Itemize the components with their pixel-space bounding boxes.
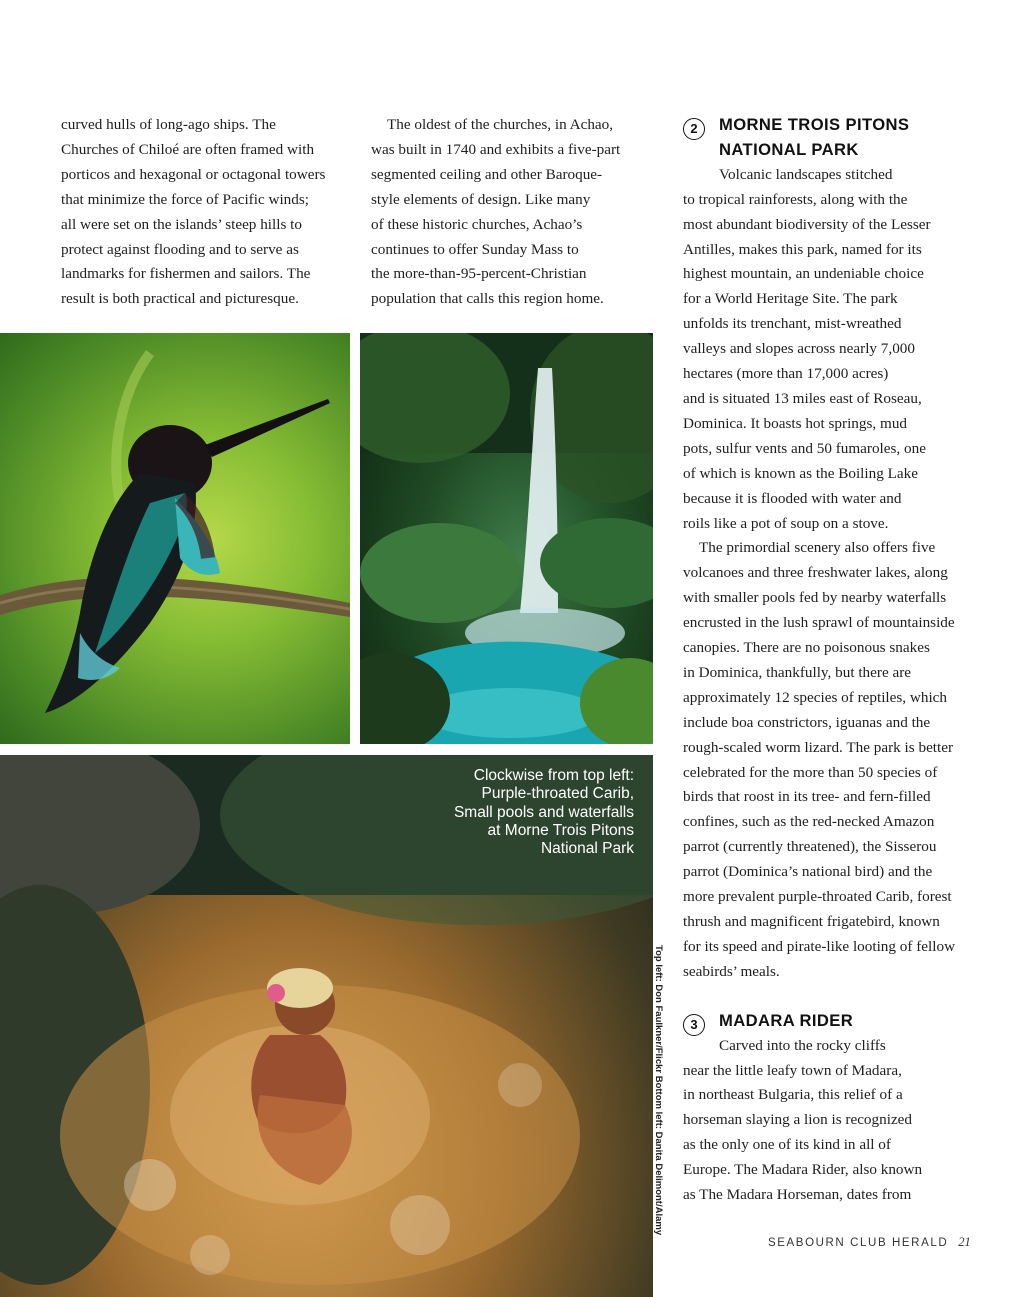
text-line: of these historic churches, Achao’s <box>371 215 583 233</box>
caption-line: Clockwise from top left: <box>473 767 634 784</box>
text-line: in northeast Bulgaria, this relief of a <box>683 1086 903 1104</box>
text-line: segmented ceiling and other Baroque- <box>371 165 603 183</box>
text-line: Europe. The Madara Rider, also known <box>683 1161 923 1179</box>
text-line: result is both practical and picturesque. <box>61 290 299 308</box>
text-line: was built in 1740 and exhibits a five-part <box>371 140 621 158</box>
text-line: Volcanic landscapes stitched <box>719 165 893 183</box>
text-line: near the little leafy town of Madara, <box>683 1061 902 1079</box>
text-line: thrush and magnificent frigatebird, known <box>683 913 940 930</box>
text-line: roils like a pot of soup on a stove. <box>683 514 889 532</box>
text-line: unfolds its trenchant, mist-wreathed <box>683 315 902 333</box>
page-footer <box>768 1235 971 1250</box>
text-line: pots, sulfur vents and 50 fumaroles, one <box>683 439 926 457</box>
hummingbird-illustration <box>0 333 350 744</box>
paragraph <box>683 536 968 984</box>
caption-line: Small pools and waterfalls <box>453 803 634 821</box>
text-line: rough-scaled worm lizard. The park is better <box>683 738 954 756</box>
photo-caption <box>400 767 634 858</box>
text-line: as The Madara Horseman, dates from <box>683 1186 912 1204</box>
section-heading-madara-rider <box>683 1009 968 1034</box>
text-line: The oldest of the churches, in Achao, <box>387 116 614 133</box>
text-line: canopies. There are no poisonous snakes <box>683 639 930 657</box>
caption-line: Purple-throated Carib, <box>481 785 634 803</box>
text-line: that minimize the force of Pacific winds; <box>61 190 309 208</box>
text-line: confines, such as the red-necked Amazon <box>683 813 935 831</box>
text-line: Antilles, makes this park, named for its <box>683 240 922 258</box>
text-line: parrot (currently threatened), the Sisserou <box>683 838 937 856</box>
text-line: because it is flooded with water and <box>683 489 902 507</box>
section-number-badge: 3 <box>683 1014 705 1036</box>
text-line: volcanoes and three freshwater lakes, along <box>683 564 948 582</box>
waterfall-illustration <box>360 333 653 744</box>
paragraph <box>683 163 968 537</box>
paragraph <box>61 113 351 312</box>
text-line: highest mountain, an undeniable choice <box>683 265 924 283</box>
text-line: style elements of design. Like many <box>371 190 591 208</box>
text-line: approximately 12 species of reptiles, which <box>683 688 948 706</box>
caption-line: at Morne Trois Pitons <box>487 821 634 839</box>
section-title-line: MADARA RIDER <box>719 1010 854 1030</box>
text-line: Carved into the rocky cliffs <box>719 1036 886 1054</box>
text-line: Churches of Chiloé are often framed with <box>61 140 315 158</box>
waterfall-photo <box>360 333 653 744</box>
photo-credits-text: Top left: Don Faulkner/Flickr Bottom left: Danita Delimont/Alamy <box>653 945 664 1236</box>
text-line: the more-than-95-percent-Christian <box>371 265 587 283</box>
photo-credits <box>653 945 672 1236</box>
section-heading-morne-trois-pitons <box>683 113 968 163</box>
hummingbird-photo <box>0 333 350 744</box>
text-line: more prevalent purple-throated Carib, forest <box>683 888 952 906</box>
text-line: in Dominica, thankfully, but there are <box>683 663 912 681</box>
text-line: for its speed and pirate-like looting of fellow <box>683 937 956 955</box>
text-line: protect against flooding and to serve as <box>61 240 299 258</box>
section-title-line: NATIONAL PARK <box>719 139 859 159</box>
text-column-middle <box>371 113 661 312</box>
text-line: horseman slaying a lion is recognized <box>683 1111 913 1129</box>
text-line: encrusted in the lush sprawl of mountainside <box>683 614 955 632</box>
text-line: landmarks for fishermen and sailors. The <box>61 265 311 283</box>
text-line: continues to offer Sunday Mass to <box>371 240 579 258</box>
paragraph <box>371 113 661 312</box>
text-line: most abundant biodiversity of the Lesser <box>683 215 931 233</box>
text-line: all were set on the islands’ steep hills to <box>61 215 302 233</box>
text-line: with smaller pools fed by nearby waterfalls <box>683 589 947 607</box>
text-line: seabirds’ meals. <box>683 962 780 980</box>
text-line: curved hulls of long-ago ships. The <box>61 116 276 133</box>
text-line: include boa constrictors, iguanas and the <box>683 713 931 731</box>
text-line: to tropical rainforests, along with the <box>683 190 908 208</box>
text-line: as the only one of its kind in all of <box>683 1136 891 1154</box>
text-line: parrot (Dominica’s national bird) and the <box>683 863 933 881</box>
text-line: Dominica. It boasts hot springs, mud <box>683 414 908 432</box>
section-spacer <box>683 985 968 1009</box>
paragraph <box>683 1034 968 1208</box>
section-number-badge: 2 <box>683 118 705 140</box>
text-line: The primordial scenery also offers five <box>699 539 936 557</box>
text-line: of which is known as the Boiling Lake <box>683 464 918 482</box>
text-line: hectares (more than 17,000 acres) <box>683 365 889 383</box>
text-line: population that calls this region home. <box>371 290 604 308</box>
page-number: 21 <box>958 1235 971 1249</box>
text-line: and is situated 13 miles east of Roseau, <box>683 389 922 407</box>
text-line: porticos and hexagonal or octagonal towers <box>61 165 326 183</box>
text-column-right <box>683 113 968 1208</box>
text-column-left <box>61 113 351 312</box>
publication-name: SEABOURN CLUB HERALD <box>768 1237 949 1249</box>
text-line: birds that roost in its tree- and fern-filled <box>683 788 931 806</box>
text-line: for a World Heritage Site. The park <box>683 290 898 308</box>
text-line: valleys and slopes across nearly 7,000 <box>683 340 915 358</box>
text-line: celebrated for the more than 50 species of <box>683 763 938 781</box>
section-title-line: MORNE TROIS PITONS <box>719 115 910 134</box>
caption-line: National Park <box>540 840 634 858</box>
